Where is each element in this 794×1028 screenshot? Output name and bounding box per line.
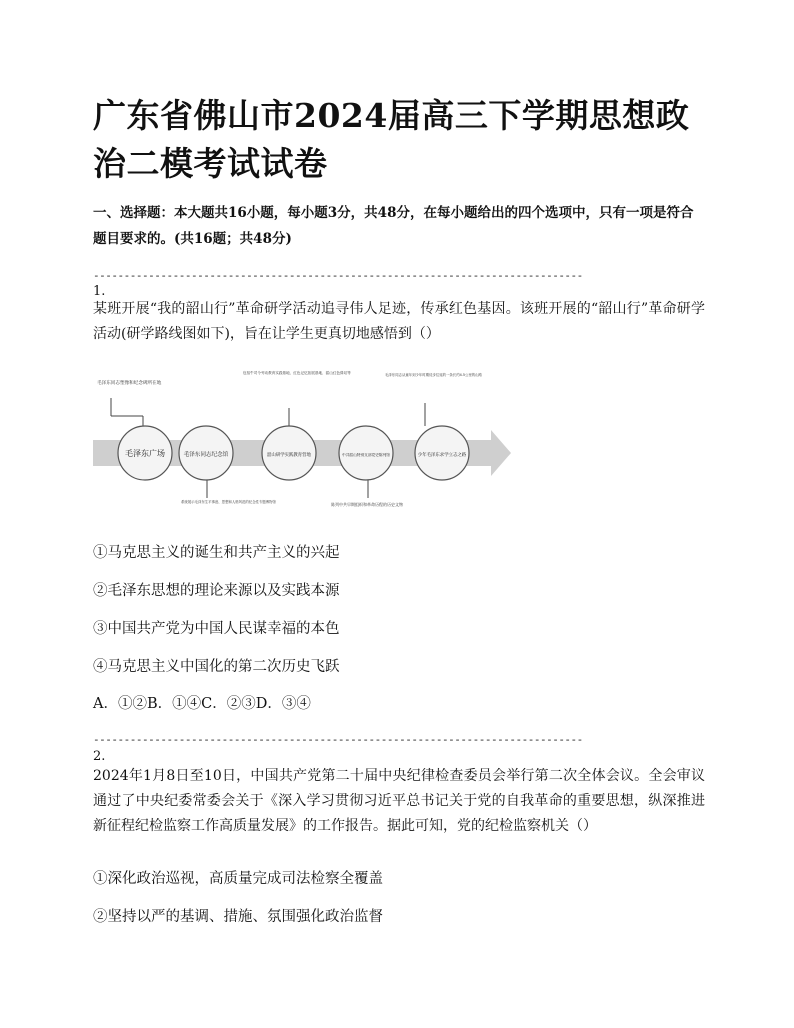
study-route-diagram <box>93 358 513 530</box>
question-number: 2. <box>93 749 106 764</box>
station-label: 毛泽东广场 <box>125 449 165 458</box>
station-label: 中共韶山特别支部党史陈列馆 <box>342 453 390 457</box>
question-number: 1. <box>93 284 106 299</box>
station-label: 少年毛泽东求学立志之路 <box>417 453 467 458</box>
station-label: 韶山研学实践教育营地 <box>267 453 311 458</box>
option-item: ②坚持以严的基调、措施、氛围强化政治监督 <box>93 909 383 925</box>
question-separator: -------------------------------------------------------------------------------- <box>93 733 583 746</box>
exam-title: 广东省佛山市2024届高三下学期思想政治二模考试试卷 <box>93 96 690 183</box>
answer-choices: A．①②B．①④C．②③D．③④ <box>93 696 311 712</box>
section-header: 一、选择题：本大题共16小题，每小题3分，共48分，在每小题给出的四个选项中，只有一项是符合题目要求的。(共16题；共48分) <box>93 205 694 247</box>
note-above: 包括牛司令劳动教育实践基地、红色记忆拓展基地、韶山红色驿站等 <box>243 371 351 375</box>
question-stem: 2024年1月8日至10日，中国共产党第二十届中央纪律检查委员会举行第二次全体会议。全会审议通过了中央纪委常委会关于《深入学习贯彻习近平总书记关于党的自我革命的重要思想，纵深推进新征程纪检监察工作高质量发展》的工作报告。据此可知，党的纪检监察机关（） <box>93 768 705 834</box>
option-item: ①深化政治巡视，高质量完成司法检察全覆盖 <box>93 871 383 887</box>
option-item: ②毛泽东思想的理论来源以及实践本源 <box>93 583 340 599</box>
note-below: 系统展示毛泽东生平事迹、思想和人格风范的纪念性专题博物馆 <box>181 500 276 504</box>
option-item: ④马克思主义中国化的第二次历史飞跃 <box>93 659 340 675</box>
note-above: 毛泽东同志塑像和纪念碑所在地 <box>97 381 162 386</box>
question-stem: 某班开展“我的韶山行”革命研学活动追寻伟人足迹，传承红色基因。该班开展的“韶山行”革命研学活动(研学路线图如下)，旨在让学生更真切地感悟到（） <box>93 301 705 342</box>
option-item: ①马克思主义的诞生和共产主义的兴起 <box>93 545 340 561</box>
question-separator: -------------------------------------------------------------------------------- <box>93 269 583 282</box>
note-above: 毛泽东同志从童年到少年时期徒步往返的一条长约4.5公里的山路 <box>385 373 482 377</box>
note-below: 陈列中共早期组织和革命历程的历史文物 <box>331 502 403 507</box>
option-item: ③中国共产党为中国人民谋幸福的本色 <box>93 621 340 637</box>
station-label: 毛泽东同志纪念馆 <box>183 452 229 458</box>
